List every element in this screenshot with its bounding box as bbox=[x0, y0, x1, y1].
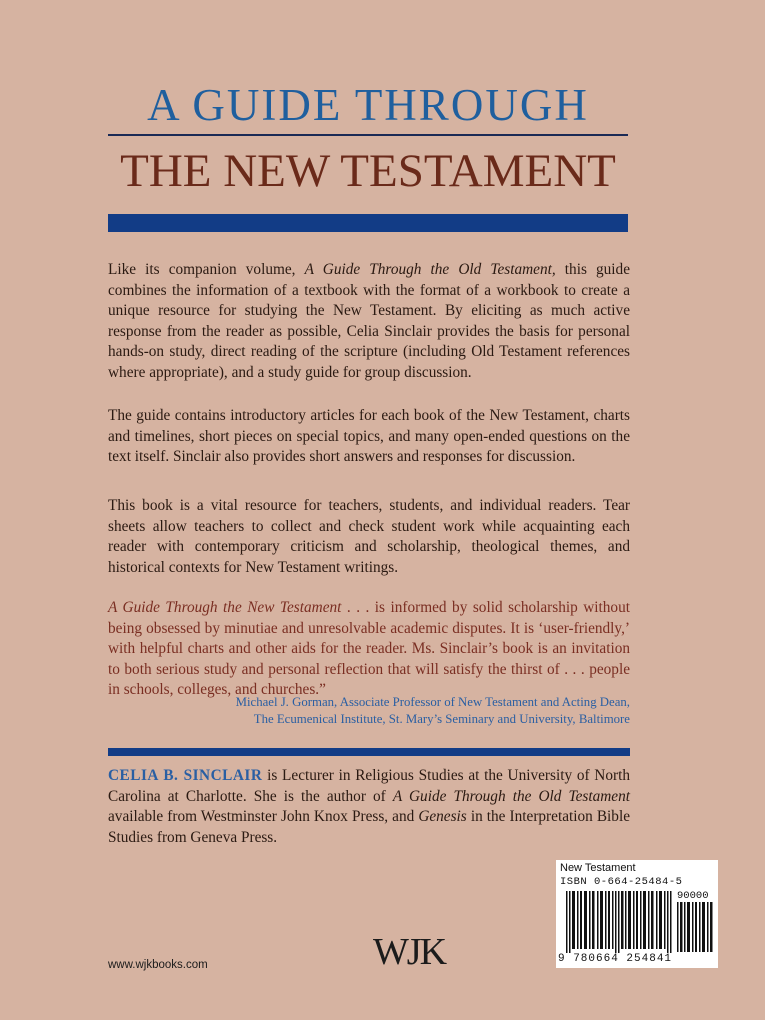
endorsement-quote bbox=[108, 598, 630, 701]
p1-text-a: Like its companion volume, bbox=[108, 261, 305, 278]
title-line-1: A GUIDE THROUGH bbox=[147, 80, 589, 130]
main-barcode-bars bbox=[566, 891, 674, 953]
author-bio bbox=[108, 766, 630, 848]
bio-book-title: A Guide Through the Old Testament bbox=[392, 787, 630, 805]
bio-text-a: is Lecturer in Religious Studies at the University of North Carolina at Charlotte. She is the author of bbox=[108, 767, 630, 805]
barcode-digits: 9 780664 254841 bbox=[558, 953, 673, 965]
middle-blue-bar bbox=[108, 748, 630, 756]
top-blue-bar bbox=[108, 214, 628, 232]
bio-genesis-title: Genesis bbox=[418, 808, 467, 825]
title-divider bbox=[108, 134, 628, 136]
barcode-isbn: ISBN 0-664-25484-5 bbox=[560, 876, 683, 888]
bio-text-c: available from Westminster John Knox Press, and bbox=[108, 808, 419, 825]
author-name: CELIA B. SINCLAIR bbox=[108, 767, 263, 784]
attribution-line-2: The Ecumenical Institute, St. Mary’s Seminary and University, Baltimore bbox=[253, 712, 630, 726]
description-paragraph-1 bbox=[108, 260, 630, 383]
publisher-url[interactable]: www.wjkbooks.com bbox=[108, 959, 208, 971]
barcode-category: New Testament bbox=[560, 862, 636, 874]
p1-text-c: this guide combines the information of a textbook with the format of a workbook to create a unique resource for studying the New Testament. By eliciting as much active response from the reader as possible, Celia Sinclair provides the basis for personal hands-on study, direct reading of the scripture (including Old Testament references where appropriate), and a study guide for group discussion. bbox=[108, 261, 630, 381]
p1-companion-title: A Guide Through the Old Testament, bbox=[304, 261, 556, 278]
quote-text: . . . is informed by solid scholarship without being obsessed by minutiae and unresolvable academic disputes. It is ‘user-friendly,’ with helpful charts and other aids for the reader. Ms. Sinclair’s book is an invitation to both serious study and personal reflection that will satisfy the thirst of . . . people in schools, colleges, and churches.” bbox=[108, 599, 630, 698]
endorsement-attribution bbox=[108, 694, 630, 728]
addon-barcode-bars bbox=[677, 902, 713, 952]
wjk-logo: WJK bbox=[372, 931, 446, 973]
isbn-barcode-block bbox=[556, 860, 718, 968]
description-paragraph-3: This book is a vital resource for teachers, students, and individual readers. Tear sheets allow teachers to collect and check student work while acquainting each reader with contemporary criticism and scholarship, theological themes, and historical contexts for New Testament writings. bbox=[108, 497, 630, 576]
barcode-price-code: 90000 bbox=[677, 890, 709, 902]
attribution-line-1: Michael J. Gorman, Associate Professor of New Testament and Acting Dean, bbox=[235, 695, 630, 709]
quote-book-title: A Guide Through the New Testament bbox=[108, 599, 342, 616]
title-line-2: THE NEW TESTAMENT bbox=[120, 145, 616, 197]
description-paragraph-2: The guide contains introductory articles for each book of the New Testament, charts and timelines, short pieces on special topics, and many open-ended questions on the text itself. Sinclair also provides short answers and responses for discussion. bbox=[108, 407, 630, 465]
bio-text-e: in the Interpretation Bible Studies from Geneva Press. bbox=[108, 808, 630, 846]
